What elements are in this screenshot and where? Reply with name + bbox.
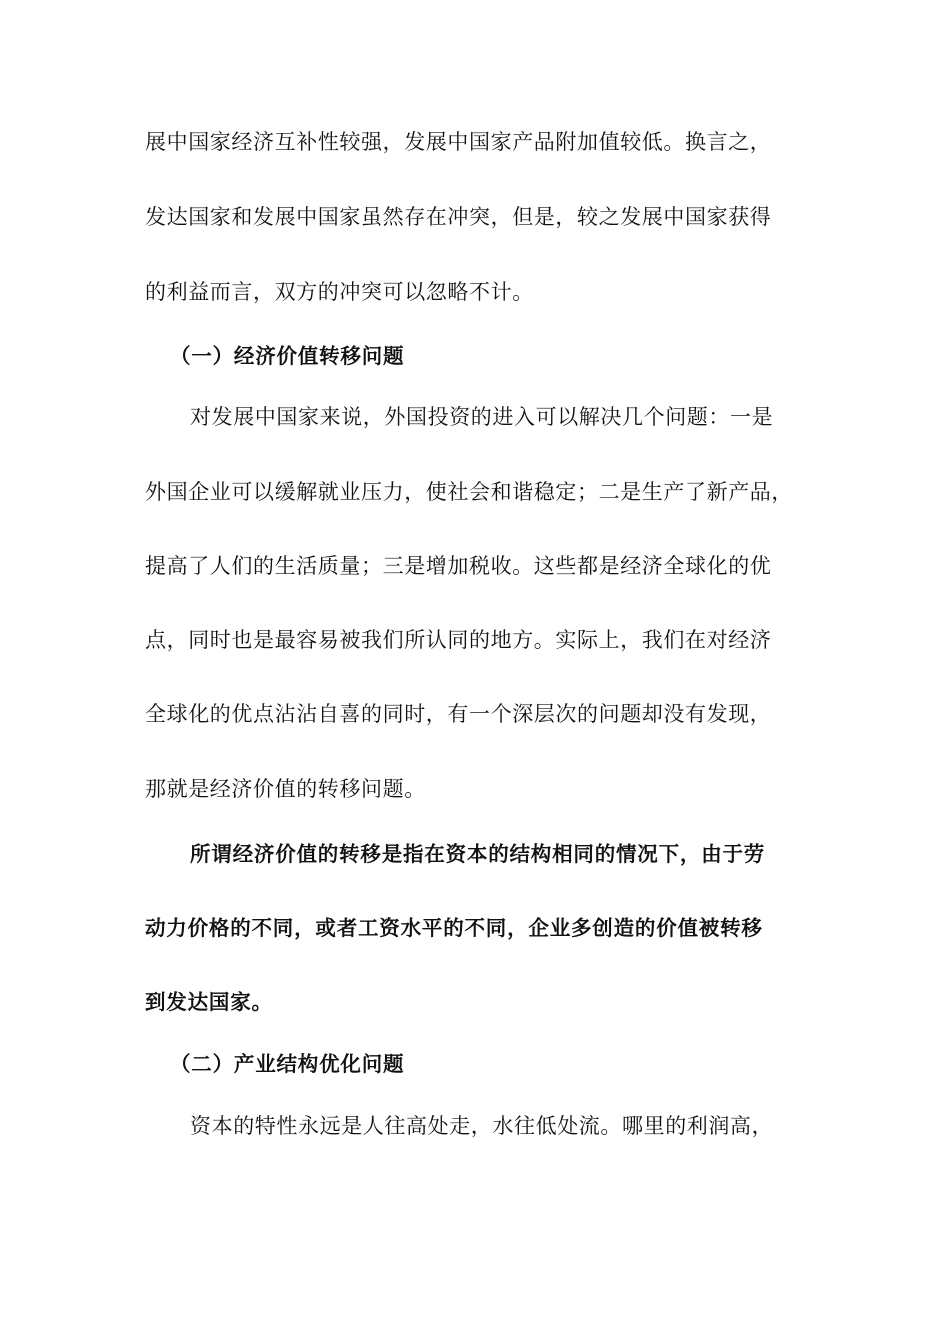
paragraph-1-line-2: 发达国家和发展中国家虽然存在冲突，但是，较之发展中国家获得 — [145, 205, 772, 229]
paragraph-3-line-1: 所谓经济价值的转移是指在资本的结构相同的情况下，由于劳 — [190, 842, 766, 866]
paragraph-1-line-1: 展中国家经济互补性较强，发展中国家产品附加值较低。换言之， — [145, 130, 772, 154]
paragraph-3-line-2: 动力价格的不同，或者工资水平的不同，企业多创造的价值被转移 — [145, 916, 763, 940]
paragraph-2-line-5: 全球化的优点沾沾自喜的同时，有一个深层次的问题却没有发现， — [145, 702, 772, 726]
paragraph-3-line-3: 到发达国家。 — [145, 990, 273, 1014]
paragraph-4-line-1: 资本的特性永远是人往高处走，水往低处流。哪里的利润高， — [190, 1114, 774, 1138]
paragraph-1-line-3: 的利益而言，双方的冲突可以忽略不计。 — [145, 280, 534, 304]
paragraph-2-line-4: 点，同时也是最容易被我们所认同的地方。实际上，我们在对经济 — [145, 628, 772, 652]
paragraph-2-line-1: 对发展中国家来说，外国投资的进入可以解决几个问题：一是 — [190, 405, 774, 429]
paragraph-2-line-6: 那就是经济价值的转移问题。 — [145, 777, 426, 801]
paragraph-2-line-3: 提高了人们的生活质量；三是增加税收。这些都是经济全球化的优 — [145, 554, 772, 578]
section-heading-1: （一）经济价值转移问题 — [170, 344, 405, 368]
paragraph-2-line-2: 外国企业可以缓解就业压力，使社会和谐稳定；二是生产了新产品， — [145, 480, 793, 504]
section-heading-2: （二）产业结构优化问题 — [170, 1052, 405, 1076]
